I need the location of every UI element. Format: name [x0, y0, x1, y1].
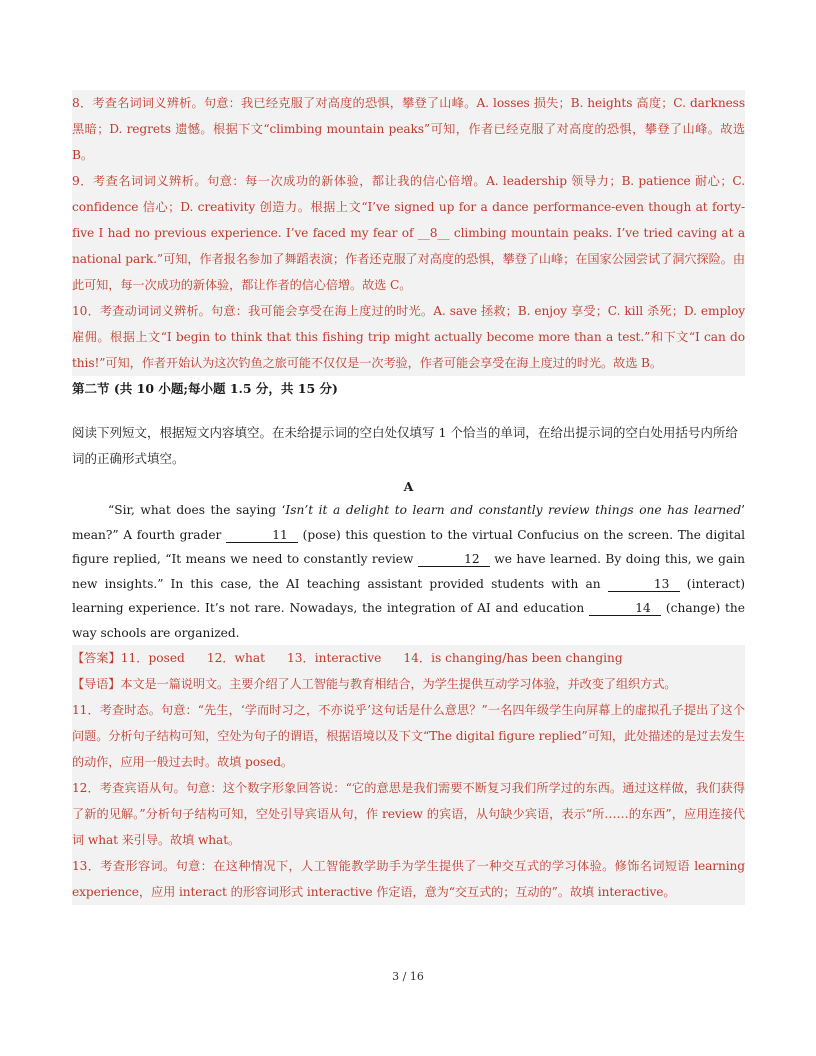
passage-title: A: [403, 479, 414, 494]
passage-segment: (interact) learning experience. It’s not rare. Nowadays, the integration of AI and education: [72, 576, 745, 615]
answer-label: 【答案】: [72, 651, 121, 665]
passage-text: [72, 498, 745, 645]
explanation-11: 11．考查时态。句意：“先生，‘学而时习之，不亦说乎’这句话是什么意思？”一名四年级学生向屏幕上的虚拟孔子提出了这个问题。分析句子结构可知，空处为句子的谓语，根据语境以及下文“The digital figure replied”可知，此处描述的是过去发生的动作，应用一般过去时。故填 posed。: [72, 697, 745, 775]
section-instruction: 阅读下列短文，根据短文内容填空。在未给提示词的空白处仅填写 1 个恰当的单词，在给出提示词的空白处用括号内所给词的正确形式填空。: [72, 425, 738, 466]
section-heading: 第二节 (共 10 小题;每小题 1.5 分，共 15 分): [72, 381, 338, 396]
passage-segment: “Sir, what does the saying ‘: [108, 503, 286, 517]
explanation-9: 9．考查名词词义辨析。句意：每一次成功的新体验，都让我的信心倍增。A. leadership 领导力；B. patience 耐心；C. confidence 信心；D. creativity 创造力。根据上文“I’ve signed up for a dance performance-even though at forty-five I had no previous experience. I’ve faced my fear of __8__ climbing mountain peaks. I’ve tried caving at a national park.”可知，作者报名参加了舞蹈表演；作者还克服了对高度的恐惧，攀登了山峰；在国家公园尝试了洞穴探险。由此可知，每一次成功的新体验，都让作者的信心倍增。故选 C。: [72, 168, 745, 298]
answer-row: [72, 645, 745, 671]
page-number: 3 / 16: [392, 970, 424, 983]
explanation-8: 8．考查名词词义辨析。句意：我已经克服了对高度的恐惧，攀登了山峰。A. losses 损失；B. heights 高度；C. darkness 黑暗；D. regrets 遗憾。根据下文“climbing mountain peaks”可知，作者已经克服了对高度的恐惧，攀登了山峰。故选 B。: [72, 90, 745, 168]
guide-paragraph: [72, 671, 745, 697]
blank-11[interactable]: 11: [226, 528, 298, 543]
passage-segment: (pose) this question to the virtual Confucius on the screen. The digital figure replied, “It means we need to constantly review: [72, 527, 745, 566]
blank-12[interactable]: 12: [418, 552, 490, 567]
blank-13[interactable]: 13: [608, 577, 680, 592]
passage-segment: we have learned. By doing this, we gain new insights.” In this case, the AI teaching assistant provided students with an: [72, 552, 745, 591]
explanation-12: 12．考查宾语从句。句意：这个数字形象回答说：“它的意思是我们需要不断复习我们所学过的东西。通过这样做，我们获得了新的见解。”分析句子结构可知，空处引导宾语从句，作 review 的宾语，从句缺少宾语，表示“所……的东西”，应用连接代词 what 来引导。故填 what。: [72, 775, 745, 853]
answer-14: 14．is changing/has been changing: [403, 651, 623, 665]
guide-text: 本文是一篇说明文。主要介绍了人工智能与教育相结合，为学生提供互动学习体验，并改变了组织方式。: [120, 677, 677, 691]
answer-11: 11．posed: [120, 651, 185, 665]
answer-13: 13．interactive: [287, 651, 382, 665]
passage-segment: ’ mean?” A fourth grader: [72, 503, 745, 542]
explanation-13: 13．考查形容词。句意：在这种情况下，人工智能教学助手为学生提供了一种交互式的学习体验。修饰名词短语 learning experience，应用 interact 的形容词形式 interactive 作定语，意为“交互式的；互动的”。故填 interactive。: [72, 853, 745, 905]
explanation-10: 10．考查动词词义辨析。句意：我可能会享受在海上度过的时光。A. save 拯救；B. enjoy 享受；C. kill 杀死；D. employ 雇佣。根据上文“I begin to think that this fishing trip might actually become more than a test.”和下文“I can do this!”可知，作者开始认为这次钓鱼之旅可能不仅仅是一次考验，作者可能会享受在海上度过的时光。故选 B。: [72, 298, 745, 376]
guide-label: 【导语】: [72, 677, 121, 691]
answer-12: 12．what: [206, 651, 265, 665]
passage-saying: Isn’t it a delight to learn and constantly review things one has learned: [285, 503, 742, 517]
passage-segment: (change) the way schools are organized.: [72, 601, 745, 640]
document-page: [72, 90, 745, 905]
blank-14[interactable]: 14: [589, 601, 661, 616]
